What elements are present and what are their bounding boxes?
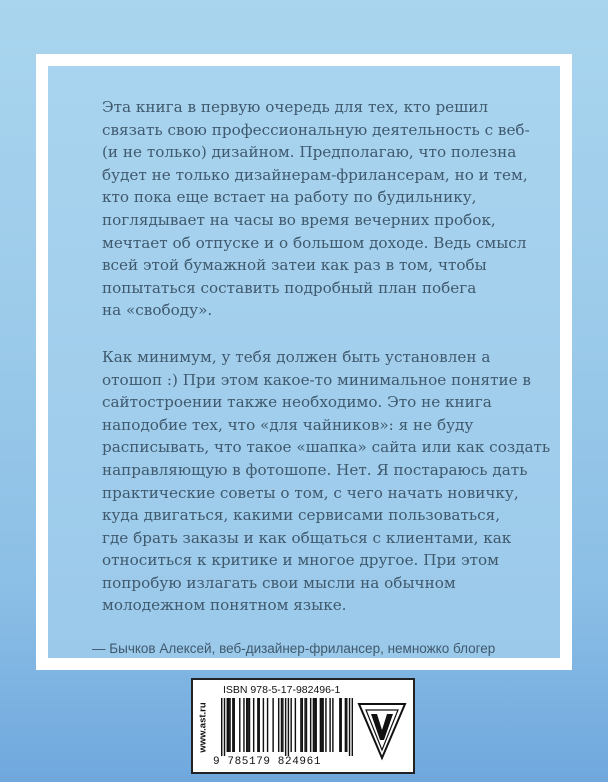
barcode-bar (290, 698, 291, 752)
blurb-text (92, 96, 551, 661)
barcode-bar (239, 698, 240, 752)
text-line: расписывать, что такое «шапка» сайта или как создать (102, 438, 551, 457)
barcode-bar (325, 698, 326, 752)
text-line: попробую излагать свои мысли на обычном (102, 573, 456, 592)
text-line: Эта книга в первую очередь для тех, кто решил (102, 98, 489, 116)
barcode-bar (267, 698, 268, 752)
text-line: кто пока еще встает на работу по будильнику, (102, 188, 477, 207)
text-line: мечтает об отпуске и о большом доходе. Ведь смысл (102, 233, 527, 252)
blurb-paragraph-2 (102, 346, 551, 617)
text-line: отошоп :) При этом какое-то минимальное понятие в (102, 370, 531, 389)
barcode-digits: 9 785179 824961 (213, 756, 322, 768)
barcode-bar (229, 698, 230, 752)
barcode-bar (329, 698, 330, 752)
barcode-bar (288, 698, 289, 756)
barcode-bar (340, 698, 341, 752)
barcode-bar (278, 698, 279, 752)
barcode-bar (332, 698, 333, 752)
text-line: Как минимум, у тебя должен быть установлен а (102, 347, 491, 366)
barcode-bar (321, 698, 322, 752)
publisher-site-text: www.ast.ru (197, 701, 209, 753)
barcode-bar (302, 698, 303, 752)
barcode-bar (352, 698, 353, 756)
barcode-bar (313, 698, 314, 752)
barcode-bar (232, 698, 233, 752)
publisher-v-logo (357, 700, 407, 762)
barcode-bar (257, 698, 258, 752)
barcode-bar (322, 698, 323, 752)
barcode-bar (243, 698, 244, 752)
barcode-bar (315, 698, 316, 752)
barcode-bar (314, 698, 315, 752)
text-line: будет не только дизайнерам-фрилансерам, но и тем, (102, 165, 528, 184)
barcode-bar (221, 698, 222, 756)
barcode-bar (272, 698, 273, 752)
barcode-bar (320, 698, 321, 752)
text-line: на «свободу». (102, 301, 213, 320)
barcode-bar (247, 698, 248, 752)
barcode-bar (345, 698, 346, 752)
text-line: попытаться составить подробный план побега (102, 278, 477, 297)
author-signature: — Бычков Алексей, веб-дизайнер-фрилансер, немножко блогер (92, 641, 496, 657)
barcode-bar (249, 698, 250, 752)
text-line: (и не только) дизайном. Предполагаю, что полезна (102, 143, 517, 162)
barcode-bar (300, 698, 301, 752)
text-line: всей этой бумажной затеи как раз в том, чтобы (102, 256, 487, 275)
barcode-bar (227, 698, 228, 752)
barcode-box (191, 678, 415, 774)
text-line: связать свою профессиональную деятельность с веб- (102, 120, 530, 139)
barcode-bar (263, 698, 264, 752)
text-line: практические советы о том, с чего начать новичку, (102, 483, 519, 502)
text-line: куда двигаться, какими сервисами пользоваться, (102, 506, 501, 525)
text-line: молодежном понятном языке. (102, 596, 347, 615)
barcode-bar (259, 698, 260, 752)
text-line: наподобие тех, что «для чайников»: я не буду (102, 415, 474, 434)
barcode-bar (285, 698, 286, 756)
barcode-bar (253, 698, 254, 752)
text-line: относиться к критике и многое другое. При этом (102, 551, 499, 570)
text-line: направляющую в фотошопе. Нет. Я постараюсь дать (102, 460, 528, 479)
barcode-bar (346, 698, 347, 752)
blurb-paragraph-1 (102, 96, 530, 322)
barcode-bar (281, 698, 282, 752)
publisher-site (197, 684, 209, 770)
text-line: поглядывает на часы во время вечерних пробок, (102, 210, 496, 229)
back-cover-frame (36, 54, 572, 670)
text-line: где брать заказы и как общаться с клиентами, как (102, 528, 512, 547)
barcode-bar (246, 698, 247, 752)
barcode-bar (339, 698, 340, 752)
barcode-bar (234, 698, 235, 752)
barcode-bar (349, 698, 350, 756)
barcode-bar (282, 698, 283, 752)
isbn-text: ISBN 978-5-17-982496-1 (223, 684, 341, 696)
barcode-bar (228, 698, 229, 752)
barcode-bar (295, 698, 296, 752)
barcode-bar (306, 698, 307, 752)
text-line: сайтостроении также необходимо. Это не книга (102, 393, 492, 412)
barcode-bars (221, 698, 353, 756)
barcode-bar (224, 698, 225, 756)
barcode-bar (310, 698, 311, 752)
barcode-bar (304, 698, 305, 752)
